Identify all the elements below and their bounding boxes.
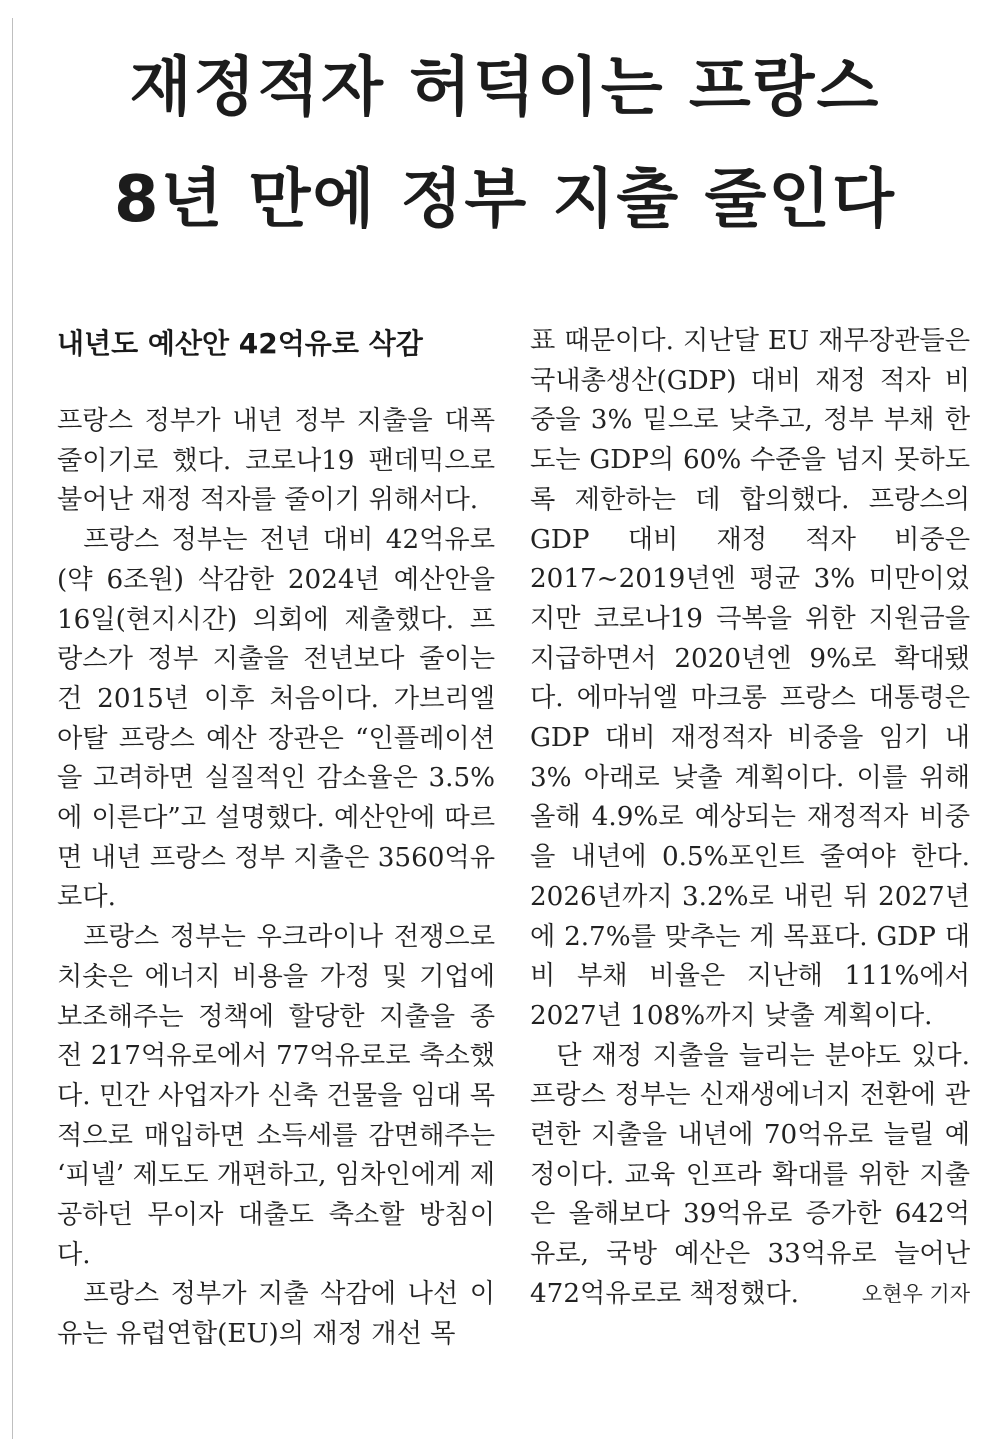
article-column-left [57, 322, 495, 1355]
paragraph-5-text: 단 재정 지출을 늘리는 분야도 있다. 프랑스 정부는 신재생에너지 전환에 관련한 지출을 내년에 70억유로 늘릴 예정이다. 교육 인프라 확대를 위한 지출은 올해보다 39억유로 증가한 642억유로, 국방 예산은 33억유로 늘어난 472억유로로 책정했다. [530, 1040, 970, 1309]
headline-line-1: 재정적자 허덕이는 프랑스 [129, 51, 881, 125]
paragraph-2: 프랑스 정부는 전년 대비 42억유로(약 6조원) 삭감한 2024년 예산안을 16일(현지시간) 의회에 제출했다. 프랑스가 정부 지출을 전년보다 줄이는 건 2015년 이후 처음이다. 가브리엘 아탈 프랑스 예산 장관은 “인플레이션을 고려하면 실질적인 감소율은 3.5%에 이른다”고 설명했다. 예산안에 따르면 내년 프랑스 정부 지출은 3560억유로다. [57, 525, 495, 913]
paragraph-4-start: 프랑스 정부가 지출 삭감에 나선 이유는 유럽연합(EU)의 재정 개선 목 [57, 1279, 495, 1350]
column-rule [12, 18, 13, 1439]
headline-line-2: 8년 만에 정부 지출 줄인다 [114, 163, 896, 237]
subheadline: 내년도 예산안 42억유로 삭감 [57, 327, 423, 360]
byline: 오현우 기자 [861, 1281, 970, 1306]
paragraph-3: 프랑스 정부는 우크라이나 전쟁으로 치솟은 에너지 비용을 가정 및 기업에 보조해주는 정책에 할당한 지출을 종전 217억유로에서 77억유로로 축소했다. 민간 사업자가 신축 건물을 임대 목적으로 매입하면 소득세를 감면해주는 ‘피넬’ 제도도 개편하고, 임차인에게 제공하던 무이자 대출도 축소할 방침이다. [57, 922, 495, 1270]
article-column-right [530, 322, 970, 1315]
paragraph-4-continued: 표 때문이다. 지난달 EU 재무장관들은 국내총생산(GDP) 대비 재정 적자 비중을 3% 밑으로 낮추고, 정부 부채 한도는 GDP의 60% 수준을 넘지 못하도록 제한하는 데 합의했다. 프랑스의 GDP 대비 재정 적자 비중은 2017~2019년엔 평균 3% 미만이었지만 코로나19 극복을 위한 지원금을 지급하면서 2020년엔 9%로 확대됐다. 에마뉘엘 마크롱 프랑스 대통령은 GDP 대비 재정적자 비중을 임기 내 3% 아래로 낮출 계획이다. 이를 위해 올해 4.9%로 예상되는 재정적자 비중을 내년에 0.5%포인트 줄여야 한다. 2026년까지 3.2%로 내린 뒤 2027년에 2.7%를 맞추는 게 목표다. GDP 대비 부채 비율은 지난해 111%에서 2027년 108%까지 낮출 계획이다. [530, 326, 970, 1031]
paragraph-1: 프랑스 정부가 내년 정부 지출을 대폭 줄이기로 했다. 코로나19 팬데믹으로 불어난 재정 적자를 줄이기 위해서다. [57, 406, 495, 516]
paragraph-5 [530, 1037, 970, 1315]
